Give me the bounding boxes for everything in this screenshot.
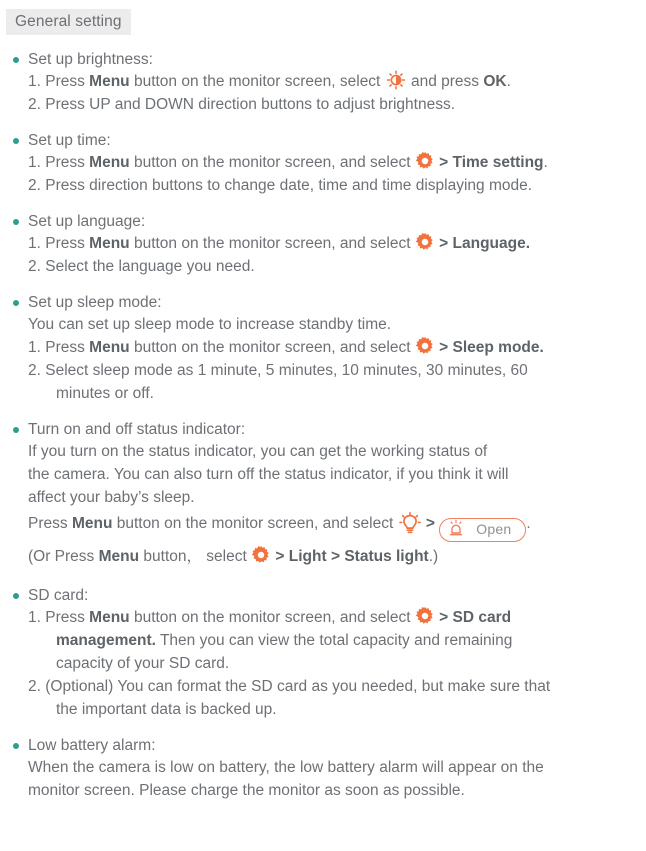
topic-description: affect your baby’s sleep. [28,489,195,507]
step-text: 1. Press [28,339,90,357]
topic-description: If you turn on the status indicator, you can get the working status of [28,443,488,461]
menu-keyword: Menu [89,154,130,172]
page-title: General setting [6,9,131,35]
separator: > [326,548,345,566]
gear-icon [415,232,435,252]
gear-icon [415,336,435,356]
step-text: button on the monitor screen, and select [129,154,415,172]
topic-status-indicator [0,419,646,571]
step-text: . [526,515,531,533]
step-text: button on the monitor screen, select [129,73,385,91]
step-line [28,336,646,359]
step-text: and press [406,73,484,91]
topic-title: SD card: [28,587,89,605]
step-line: 2. Press direction buttons to change date, time and time displaying mode. [28,177,533,195]
step-text: Press [28,515,72,533]
step-line [28,542,646,571]
gear-icon [251,545,271,565]
step-line [28,606,646,629]
sleep-mode-keyword: Sleep mode. [452,339,544,357]
topic-sd-card [0,585,646,721]
separator: > [434,339,453,357]
topic-description: monitor screen. Please charge the monitor as soon as possible. [28,782,465,800]
topic-set-up-time [0,130,646,197]
step-line-continuation: minutes or off. [56,385,154,403]
step-line: 2. Select the language you need. [28,258,255,276]
step-text: 1. Press [28,609,90,627]
bullet-icon [13,138,19,144]
step-text: 1. Press [28,73,90,91]
menu-keyword: Menu [89,73,130,91]
bullet-icon [13,57,19,63]
separator: > [434,235,453,253]
menu-keyword: Menu [89,235,130,253]
gear-icon [415,606,435,626]
menu-keyword: Menu [71,515,113,533]
step-text: . [506,73,511,91]
separator: > [434,154,453,172]
step-text: 1. Press [28,154,90,172]
step-line: 2. Select sleep mode as 1 minute, 5 minutes, 10 minutes, 30 minutes, 60 [28,362,528,380]
menu-keyword: Menu [98,548,140,566]
brightness-icon [385,70,407,90]
separator: > [271,548,289,566]
light-keyword: Light [288,548,327,566]
time-setting-keyword: Time setting [452,154,544,172]
topic-title: Set up language: [28,213,146,231]
topic-title: Set up sleep mode: [28,294,162,312]
status-light-keyword: Status light [344,548,429,566]
separator: > [434,609,453,627]
bullet-icon [13,300,19,306]
step-text: button on the monitor screen, and select [129,339,415,357]
menu-keyword: Menu [89,609,130,627]
topic-set-up-sleep-mode [0,292,646,405]
gear-icon [415,151,435,171]
open-label: Open [476,521,512,538]
step-text: 1. Press [28,235,90,253]
bullet-icon [13,219,19,225]
alarm-icon [448,520,464,537]
topic-title: Set up time: [28,132,111,150]
step-line-continuation: the important data is backed up. [56,701,277,719]
step-line [28,70,646,93]
step-line: 2. Press UP and DOWN direction buttons to adjust brightness. [28,96,456,114]
bullet-icon [13,427,19,433]
status-light-open-toggle[interactable] [439,518,526,542]
language-keyword: Language. [452,235,531,253]
topic-set-up-brightness [0,49,646,116]
step-line: 2. (Optional) You can format the SD card as you needed, but make sure that [28,678,551,696]
step-text: Then you can view the total capacity and remaining [155,632,513,650]
menu-keyword: Menu [89,339,130,357]
step-line-continuation [28,629,646,652]
status-light-bulb-icon [398,512,422,534]
topic-list [0,49,646,802]
topic-title: Set up brightness: [28,51,153,69]
topic-title: Turn on and off status indicator: [28,421,246,439]
topic-description: the camera. You can also turn off the status indicator, if you think it will [28,466,509,484]
sd-card-keyword: SD card [452,609,512,627]
separator: > [421,515,440,533]
ok-keyword: OK [483,73,507,91]
topic-description: When the camera is low on battery, the low battery alarm will appear on the [28,759,544,777]
topic-set-up-language [0,211,646,278]
step-text: button on the monitor screen, and select [129,235,415,253]
bullet-icon [13,593,19,599]
step-text: .) [428,548,439,566]
step-line-continuation: capacity of your SD card. [56,655,230,673]
step-text: (Or Press [28,548,99,566]
topic-low-battery-alarm [0,735,646,802]
step-text: button on the monitor screen, and select [112,515,398,533]
step-line [28,232,646,255]
bullet-icon [13,743,19,749]
step-line [28,509,646,542]
sd-card-management-keyword: management. [56,632,156,650]
topic-title: Low battery alarm: [28,737,156,755]
step-text: . [543,154,548,172]
step-line [28,151,646,174]
topic-description: You can set up sleep mode to increase standby time. [28,316,392,334]
step-text: button， select [139,548,252,566]
step-text: button on the monitor screen, and select [129,609,415,627]
